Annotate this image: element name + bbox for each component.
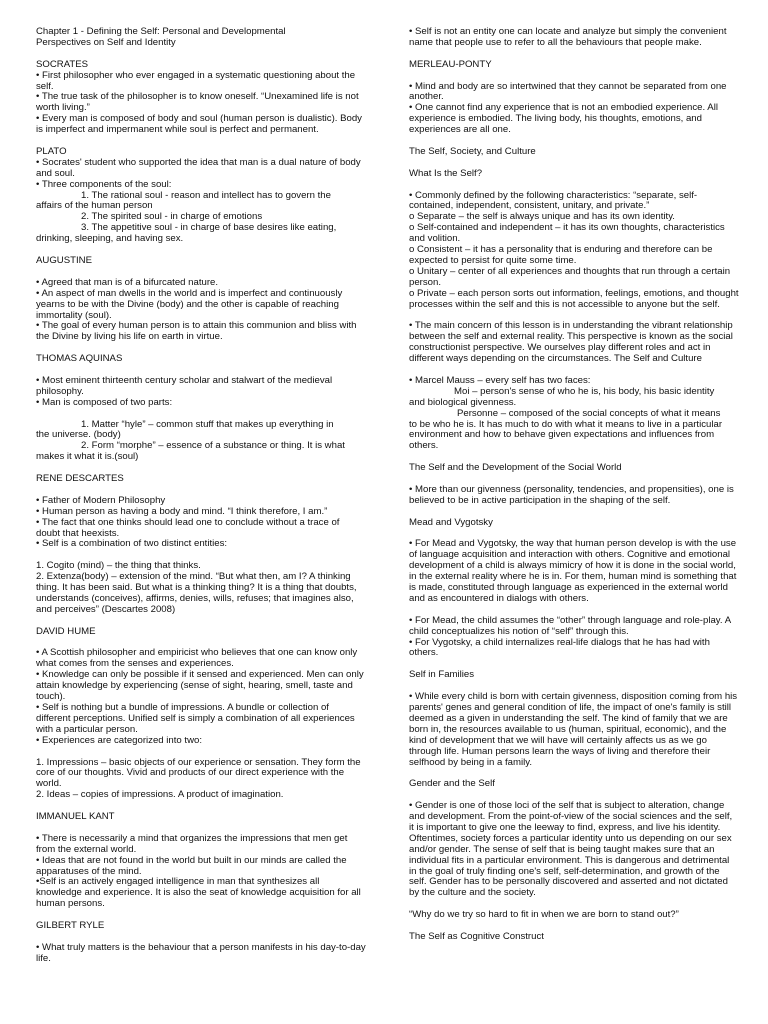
paragraph: • More than our givenness (personality, tendencies, and propensities), one is believed to be in active participation in the shaping of the self. (409, 483, 734, 506)
paragraph: • First philosopher who ever engaged in a systematic questioning about the self. (36, 69, 356, 92)
paragraph: • There is necessarily a mind that organizes the impressions that men get from the external world. (36, 832, 348, 855)
numbered-item: 1. Cogito (mind) – the thing that thinks. (36, 560, 201, 572)
numbered-item: 1. Impressions – basic objects of our experience or sensation. They form the core of our thoughts. Vivid and products of our direct experience with the world. (36, 756, 361, 790)
numbered-item: 2. Ideas – copies of impressions. A product of imagination. (36, 789, 284, 801)
quote: “Why do we try so hard to fit in when we are born to stand out?” (409, 909, 679, 921)
paragraph: • For Mead, the child assumes the “other” through language and role-play. A child conceptualizes his notion of “self” through this. (409, 614, 731, 637)
paragraph: • Self is a combination of two distinct entities: (36, 538, 228, 550)
paragraph: • What truly matters is the behaviour that a person manifests in his day-to-day life. (36, 941, 366, 964)
paragraph: • An aspect of man dwells in the world and is imperfect and continuously yearns to be with the Divine (body) and the other is capable of reaching immortality (soul). (36, 287, 343, 321)
paragraph: • Every man is composed of body and soul (human person is dualistic). Body is imperfect and impermanent while soul is perfect and permanent. (36, 113, 362, 136)
paragraph: • Commonly defined by the following characteristics: “separate, self-contained, independent, consistent, unitary, and private.” (409, 189, 698, 212)
list-item: Moi – person's sense of who he is, his body, his basic identity (454, 385, 715, 397)
heading-augustine: AUGUSTINE (36, 254, 92, 266)
paragraph: • Ideas that are not found in the world but built in our minds are called the apparatuses of the mind. (36, 854, 347, 877)
paragraph: • While every child is born with certain givenness, disposition coming from his parents' genes and general condition of life, the impact of one's family is still deemed as a given in understanding the self. The kind of family that we are born in, the resources available to us (human, spiritual, economic), and the kind of development that we will have will certainly affects us as we go through life. Human persons learn the ways of living and therefore their selfhood by being in a family. (409, 691, 738, 768)
paragraph: • Experiences are categorized into two: (36, 734, 203, 746)
list-item: o Private – each person sorts out information, feelings, emotions, and thought processes within the self and this is not accessible to anyone but the self. (409, 287, 739, 310)
heading-descartes: RENE DESCARTES (36, 473, 124, 485)
list-item-continued: and biological givenness. (409, 396, 517, 408)
paragraph: • Agreed that man is of a bifurcated nature. (36, 276, 219, 288)
paragraph: • A Scottish philosopher and empiricist who believes that one can know only what comes from the senses and experiences. (36, 647, 358, 670)
heading-hume: DAVID HUME (36, 625, 96, 637)
list-item-continued: the universe. (body) (36, 429, 121, 441)
list-item-continued: drinking, sleeping, and having sex. (36, 233, 184, 245)
heading-plato: PLATO (36, 145, 67, 157)
heading-gender: Gender and the Self (409, 778, 495, 790)
paragraph: •Self is an actively engaged intelligence in man that synthesizes all knowledge and experience. It is also the seat of knowledge acquisition for all human persons. (36, 876, 361, 910)
paragraph: • Knowledge can only be possible if it sensed and experienced. Men can only attain knowledge by experiencing (sense of sight, hearing, smell, taste and touch). (36, 669, 364, 703)
paragraph: • The goal of every human person is to attain this communion and bliss with the Divine by living his life on earth in virtue. (36, 320, 357, 343)
list-item: o Self-contained and independent – it has its own thoughts, characteristics and volition. (409, 222, 725, 245)
heading-kant: IMMANUEL KANT (36, 811, 115, 823)
paragraph: • Marcel Mauss – every self has two faces: (409, 374, 591, 386)
list-item: 2. The spirited soul - in charge of emotions (81, 211, 263, 223)
numbered-item: 2. Extenza(body) – extension of the mind. “But what then, am I? A thinking thing. It has been said. But what is a thinking thing? It is a thing that doubts, understands (conceives), affirms, denies, wills, refuses; that imagines also, and perceives” (Descartes 2008) (36, 571, 357, 615)
paragraph: • Father of Modern Philosophy (36, 494, 166, 506)
paragraph: • Human person as having a body and mind. “I think therefore, I am.” (36, 505, 328, 517)
paragraph: • Self is not an entity one can locate and analyze but simply the convenient name that people use to refer to all the behaviours that people make. (409, 26, 727, 48)
list-item: 3. The appetitive soul - in charge of base desires like eating, (81, 222, 337, 234)
paragraph: • Man is composed of two parts: (36, 396, 173, 408)
heading-mead-vygotsky: Mead and Vygotsky (409, 516, 493, 528)
paragraph: • The fact that one thinks should lead one to conclude without a trace of doubt that heexists. (36, 516, 340, 539)
heading-what-is-self: What Is the Self? (409, 167, 483, 179)
paragraph: • Most eminent thirteenth century scholar and stalwart of the medieval philosophy. (36, 374, 333, 397)
list-item: o Consistent – it has a personality that is enduring and therefore can be expected to persist for quite some time. (409, 244, 713, 266)
list-item: 1. Matter “hyle” – common stuff that makes up everything in (81, 418, 334, 430)
paragraph: • The main concern of this lesson is in understanding the vibrant relationship between the self and external reality. This perspective is known as the social constructionist perspective. We ourselves play different roles and act in different ways depending on the circumstances. The Self and Culture (409, 320, 733, 365)
paragraph: • Mind and body are so intertwined that they cannot be separated from one another. (409, 80, 727, 103)
list-item-continued: makes it what it is.(soul) (36, 451, 139, 463)
right-column (409, 27, 739, 943)
paragraph: • For Vygotsky, a child internalizes real-life dialogs that he has had with others. (409, 636, 710, 659)
list-item: o Unitary – center of all experiences and thoughts that run through a certain person. (409, 265, 731, 288)
paragraph: • One cannot find any experience that is not an embodied experience. All experience is embodied. The living body, his thoughts, emotions, and experiences are all one. (409, 102, 718, 136)
heading-socrates: SOCRATES (36, 58, 89, 70)
heading-ryle: GILBERT RYLE (36, 920, 105, 932)
list-item-continued: affairs of the human person (36, 200, 153, 212)
paragraph: • For Mead and Vygotsky, the way that human person develop is with the use of language acquisition and interaction with others. Cognitive and emotional development of a child is always mimicry of how it is done in the social world, in the external reality where he is in. For them, human mind is something that is made, constituted through language as experienced in the external world and as encountered in dialogs with others. (409, 538, 737, 604)
list-item: 2. Form “morphe” – essence of a substance or thing. It is what (81, 440, 345, 452)
paragraph: • Three components of the soul: (36, 178, 172, 190)
heading-aquinas: THOMAS AQUINAS (36, 353, 123, 365)
heading-society: The Self, Society, and Culture (409, 145, 536, 157)
list-item: Personne – composed of the social concepts of what it means (457, 407, 721, 419)
heading-merleau-ponty: MERLEAU-PONTY (409, 58, 492, 70)
heading-social-world: The Self and the Development of the Social World (409, 462, 622, 474)
paragraph: • The true task of the philosopher is to know oneself. “Unexamined life is not worth living.” (36, 91, 359, 114)
heading-cognitive: The Self as Cognitive Construct (409, 930, 544, 942)
list-item: o Separate – the self is always unique and has its own identity. (409, 211, 675, 223)
heading-families: Self in Families (409, 669, 475, 681)
list-item-continued: to be who he is. It has much to do with what it means to live in a particular environment and how to behave given expectations and influences from others. (409, 418, 723, 452)
paragraph: • Gender is one of those loci of the self that is subject to alteration, change and development. From the point-of-view of the social sciences and the self, it is important to give one the leeway to find, express, and live his identity. Oftentimes, society forces a particular identity unto us depending on our sex and/or gender. The sense of self that is being taught makes sure that an individual fits in a particular environment. This is dangerous and detrimental in the goal of truly finding one's self, self-determination, and growth of the self. Gender has to be personally discovered and asserted and not dictated by the culture and the society. (409, 800, 733, 899)
chapter-title: Chapter 1 - Defining the Self: Personal and Developmental (36, 26, 286, 37)
left-column (36, 27, 366, 965)
chapter-subtitle: Perspectives on Self and Identity (36, 36, 176, 48)
list-item: 1. The rational soul - reason and intellect has to govern the (81, 189, 331, 201)
paragraph: • Self is nothing but a bundle of impressions. A bundle or collection of different perceptions. Unified self is simply a combination of all experiences with a particular person. (36, 702, 355, 735)
paragraph: • Socrates' student who supported the idea that man is a dual nature of body and soul. (36, 156, 361, 179)
